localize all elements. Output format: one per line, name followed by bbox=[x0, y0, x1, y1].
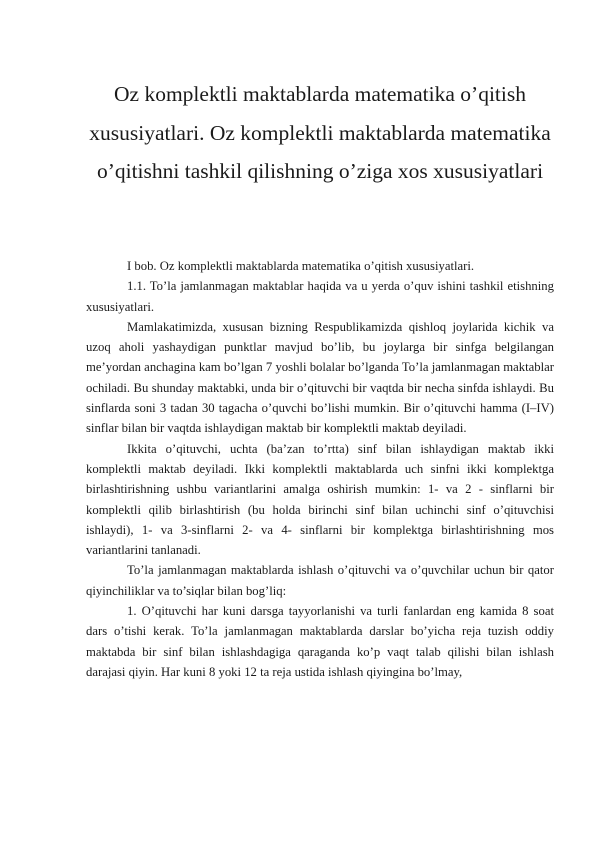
body-paragraph: Ikkita o’qituvchi, uchta (ba’zan to’rtta) sinf bilan ishlaydigan maktab ikki komplektli maktab deyiladi. Ikki komplektli maktablarda uch sinfni ikki komplektga birlashtirishning ushbu variantlarini amalga oshirish mumkin: 1- va 2 - sinflarni bir komplektli qilib birlashtirish (bu holda birinchi sinf bilan uchinchi sinf o’qituvchisi ishlaydi), 1- va 3-sinflarni 2- va 4- sinflarni bir komplektga birlashtirishning mos variantlarini tanlanadi. bbox=[86, 441, 554, 558]
body-paragraph: To’la jamlanmagan maktablarda ishlash o’qituvchi va o’quvchilar uchun bir qator qiyinchiliklar va to’siqlar bilan bog’liq: bbox=[86, 563, 554, 598]
document-title: Oz komplektli maktablarda matematika o’qitish xususiyatlari. Oz komplektli maktablarda matematika o’qitishni tashkil qilishning o’ziga xos xususiyatlari bbox=[89, 82, 551, 183]
body-paragraph: 1. O’qituvchi har kuni darsga tayyorlanishi va turli fanlardan eng kamida 8 soat dars o’tishi kerak. To’la jamlanmagan maktablarda darslar bo’yicha reja tuzish oddiy maktabda bir sinf bilan ishlashdagiga qaraganda ko’p vaqt talab qilishi bilan ishlash darajasi qiyin. Har kuni 8 yoki 12 ta reja ustida ishlash qiyingina bo’lmay, bbox=[86, 604, 554, 679]
document-body bbox=[86, 256, 554, 682]
section-heading: 1.1. To’la jamlanmagan maktablar haqida va u yerda o’quv ishini tashkil etishning xususiyatlari. bbox=[86, 279, 554, 314]
chapter-heading: I bob. Oz komplektli maktablarda matematika o’qitish xususiyatlari. bbox=[127, 259, 475, 273]
body-paragraph: Mamlakatimizda, xususan bizning Respublikamizda qishloq joylarida kichik va uzoq aholi yashaydigan punktlar mavjud bo’lib, bu joylarga bir sinfga belgilangan me’yordan anchagina kam bo’lgan 7 yoshli bolalar bo’lganda To’la jamlanmagan maktablar ochiladi. Bu shunday maktabki, unda bir o’qituvchi bir vaqtda bir necha sinfda ishlaydi. Bu sinflarda soni 3 tadan 30 tagacha o’quvchi bo’lishi mumkin. Bir o’qituvchi hamma (I–IV) sinflar bilan bir vaqtda ishlaydigan maktab bir komplektli maktab deyiladi. bbox=[86, 319, 554, 436]
